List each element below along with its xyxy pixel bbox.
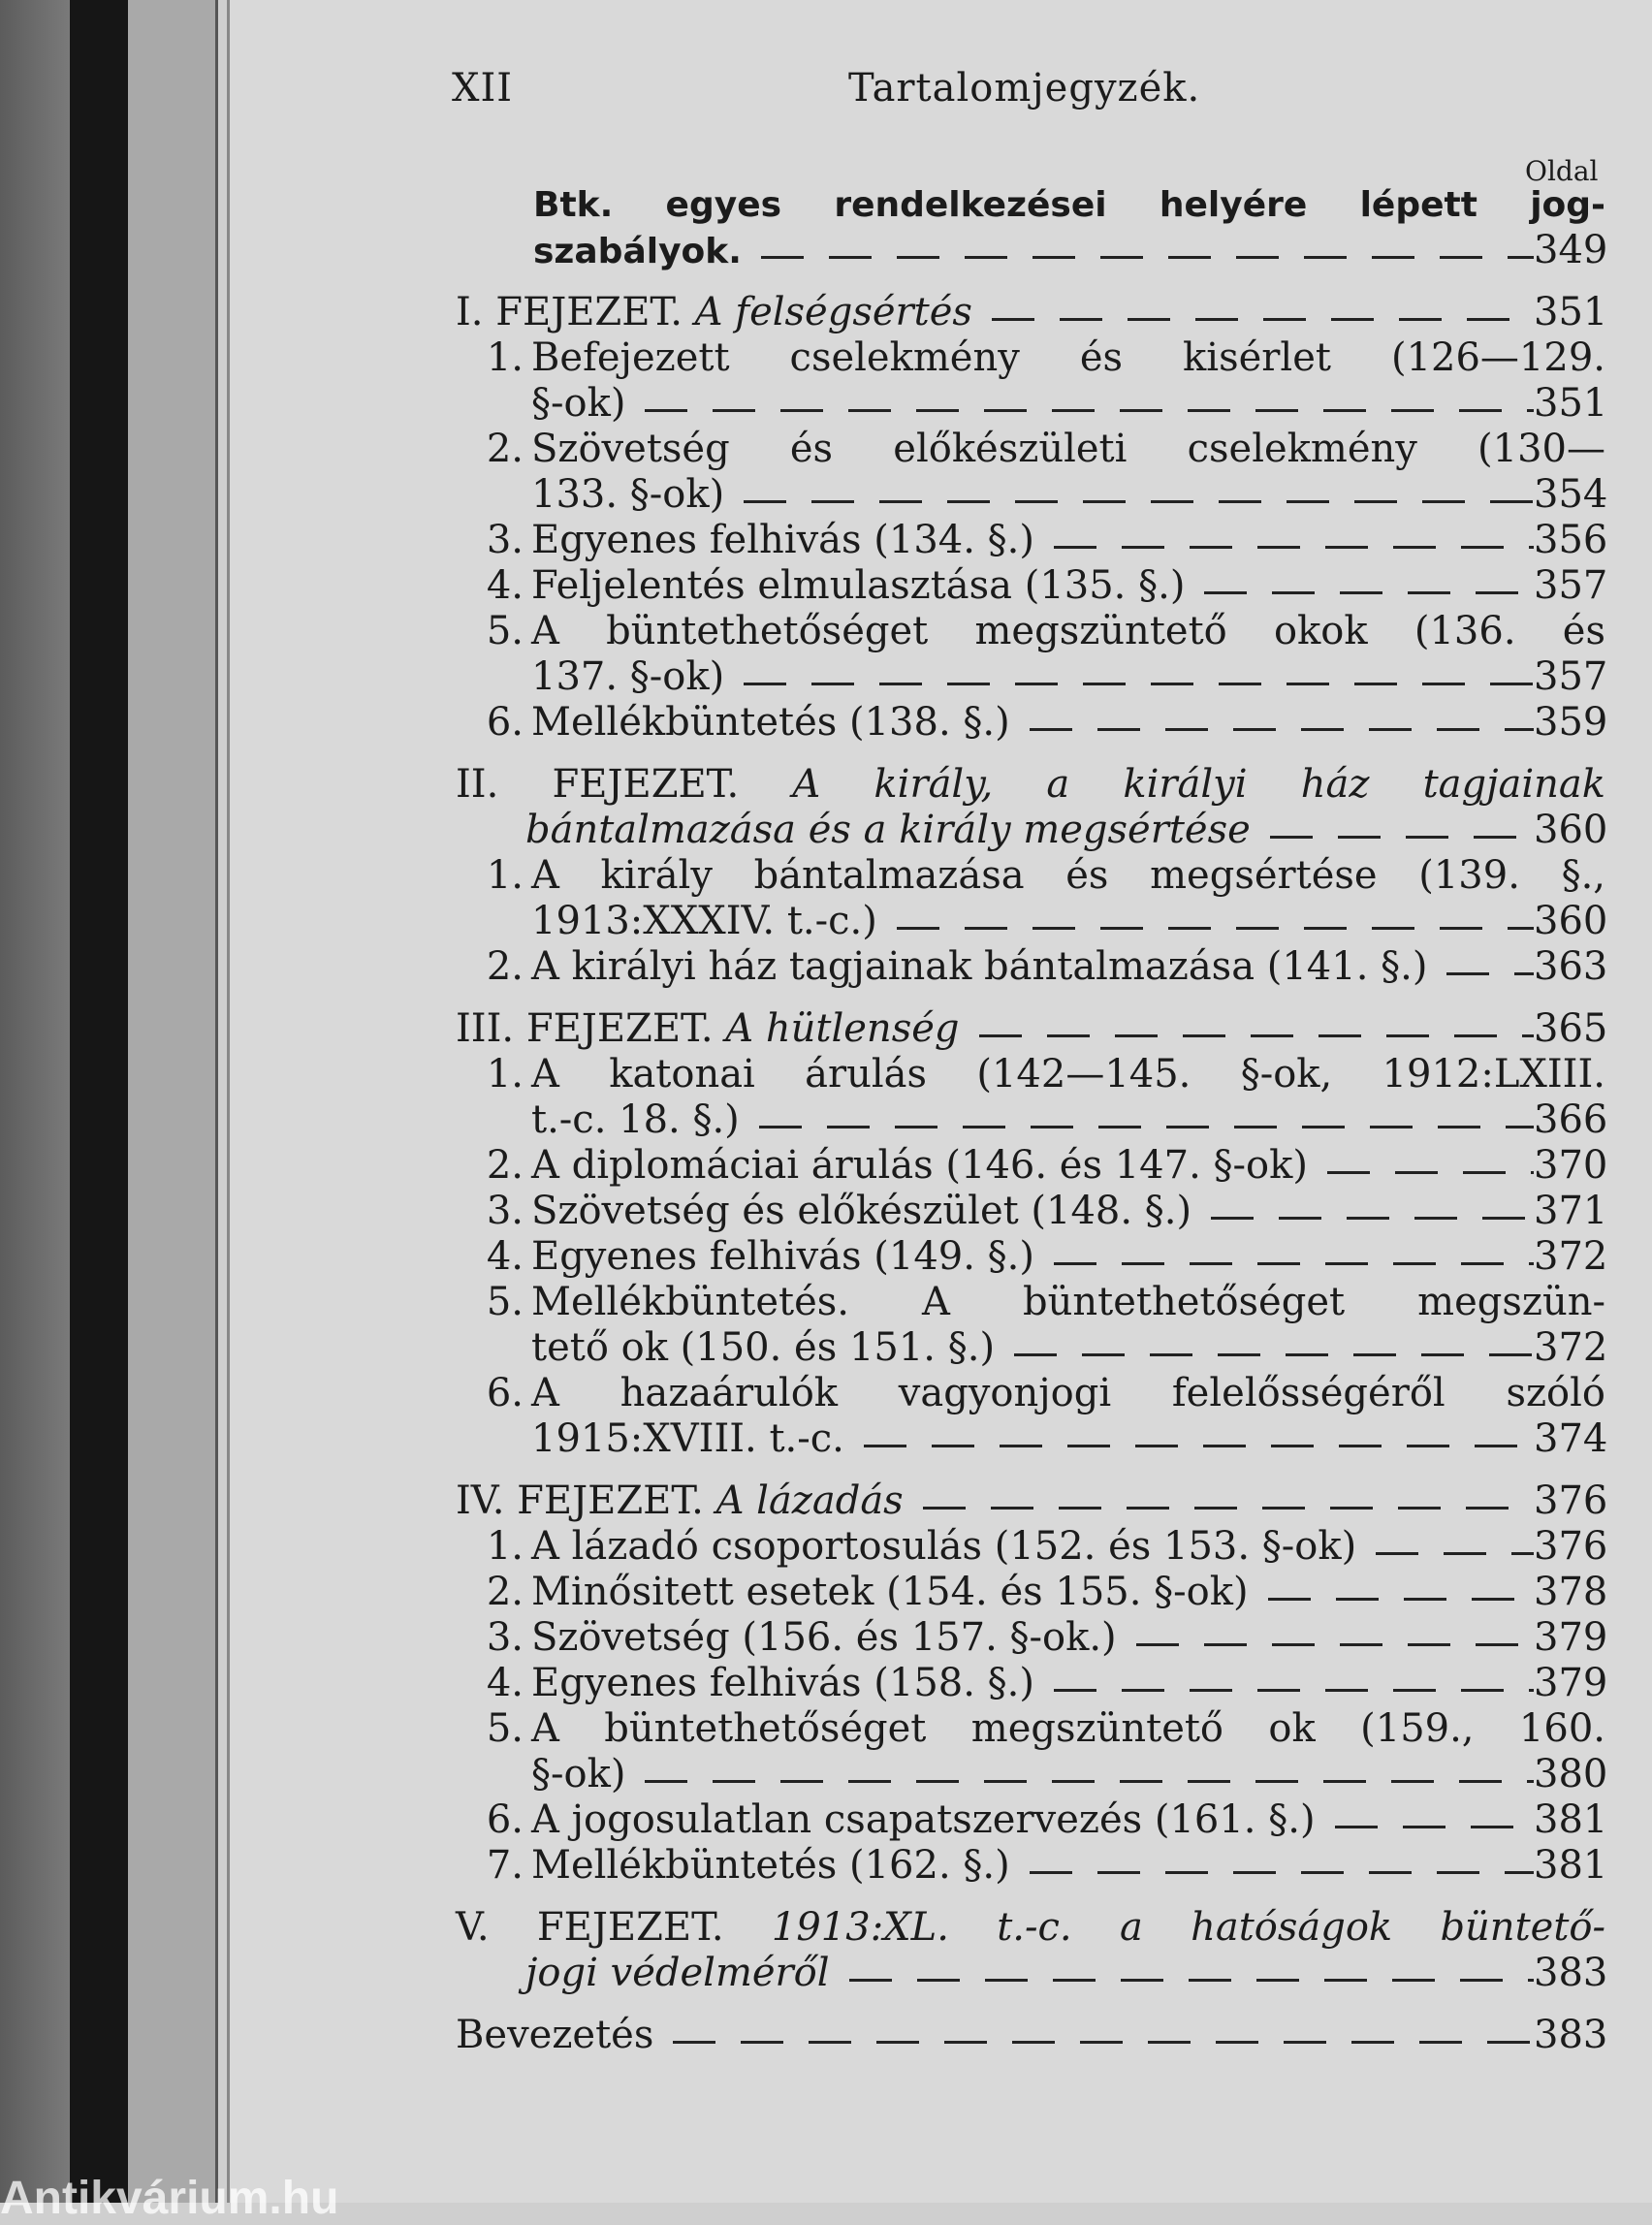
entry-page: 365 [1534, 1006, 1608, 1051]
entry-title: 133. §-ok) [531, 472, 725, 517]
toc-line [456, 1052, 1605, 1097]
entry-title: Minősitett esetek (154. és 155. §-ok) [531, 1570, 1249, 1614]
chapter-title: A király, a királyi ház tagjainak [792, 762, 1606, 807]
dot-leader [1376, 1552, 1534, 1555]
toc-line [456, 1478, 1608, 1524]
toc-entry [456, 1143, 1608, 1189]
entry-text [531, 1706, 1605, 1752]
toc-line [456, 1951, 1608, 1996]
toc-line [456, 609, 1605, 654]
entry-number: 6. [486, 1797, 524, 1842]
chapter-label: FEJEZET. [525, 1006, 714, 1051]
entry-text [531, 1752, 645, 1797]
entry-page: 376 [1534, 1524, 1608, 1569]
entry-page: 372 [1534, 1234, 1608, 1279]
toc-entry [456, 518, 1608, 563]
dot-leader [897, 927, 1534, 930]
entry-text [531, 1052, 1605, 1097]
chapter-label: FEJEZET. [552, 762, 740, 807]
toc-line [456, 427, 1605, 472]
toc-entry [456, 1905, 1608, 1996]
entry-title: A lázadó csoportosulás (152. és 153. §-ok) [531, 1524, 1357, 1569]
entry-title: Mellékbüntetés (138. §.) [531, 700, 1010, 745]
chapter-number: I. [456, 290, 484, 334]
dot-leader [1030, 1871, 1534, 1874]
dot-leader [673, 2041, 1534, 2044]
dot-leader [1014, 1353, 1534, 1356]
entry-text [531, 1097, 759, 1143]
chapter-title: A hütlenség [725, 1006, 960, 1051]
entry-text [531, 1143, 1327, 1189]
toc-line [456, 1570, 1608, 1615]
entry-text [531, 1524, 1376, 1570]
entry-title: A jogosulatlan csapatszervezés (161. §.) [531, 1797, 1316, 1842]
toc-line [456, 1905, 1605, 1951]
entry-text [456, 2013, 673, 2058]
toc-entry [456, 2013, 1608, 2058]
entry-text [531, 1615, 1136, 1661]
dot-leader [1268, 1598, 1534, 1601]
entry-text [531, 700, 1030, 746]
chapter-title: bántalmazása és a király megsértése [525, 808, 1251, 852]
entry-page: 372 [1534, 1325, 1608, 1370]
entry-page: 381 [1534, 1797, 1608, 1842]
entry-page: 383 [1534, 2013, 1608, 2057]
dot-leader [979, 1034, 1535, 1037]
chapter-number: II. [456, 762, 499, 807]
toc-line [456, 1234, 1608, 1280]
entry-title: Egyenes felhivás (134. §.) [531, 518, 1034, 562]
toc-entry [456, 1234, 1608, 1280]
toc-entry [456, 1189, 1608, 1234]
entry-text [456, 808, 1270, 853]
entry-number: 1. [486, 335, 524, 380]
toc-entry [456, 853, 1608, 944]
toc-line [456, 1371, 1605, 1416]
toc-entry [456, 762, 1608, 853]
chapter-number: IV. [456, 1478, 505, 1523]
entry-text [456, 1905, 1605, 1951]
entry-title: A katonai árulás (142—145. §-ok, 1912:LXIII. [531, 1052, 1605, 1097]
entry-number: 6. [486, 1371, 524, 1415]
entry-text [456, 229, 761, 274]
toc-entry [456, 944, 1608, 990]
toc-entry [456, 700, 1608, 746]
entry-title: A hazaárulók vagyonjogi felelősségéről szóló [531, 1371, 1605, 1415]
toc-line [456, 1843, 1608, 1889]
toc-line [456, 1706, 1605, 1752]
entry-text [456, 1951, 849, 1996]
toc-line [456, 2013, 1608, 2058]
toc-entry [456, 1797, 1608, 1843]
toc-line [456, 1143, 1608, 1189]
entry-number: 5. [486, 1706, 524, 1751]
entry-text [531, 518, 1054, 563]
entry-page: 351 [1534, 381, 1608, 426]
toc-entry [456, 427, 1608, 518]
toc-entry [456, 1570, 1608, 1615]
toc-line [456, 654, 1608, 700]
entry-title: Egyenes felhivás (149. §.) [531, 1234, 1034, 1279]
entry-page: 381 [1534, 1843, 1608, 1888]
entry-text [456, 290, 992, 335]
entry-title: Szövetség és előkészület (148. §.) [531, 1189, 1192, 1233]
toc-line [456, 1416, 1608, 1462]
entry-title: A királyi ház tagjainak bántalmazása (141. §.) [531, 944, 1428, 989]
entry-number: 1. [486, 1052, 524, 1097]
entry-number: 2. [486, 1143, 524, 1188]
entry-number: 6. [486, 700, 524, 745]
entry-title: t.-c. 18. §.) [531, 1097, 740, 1142]
toc-entry [456, 1706, 1608, 1797]
entry-title: Befejezett cselekmény és kisérlet (126—129. [531, 335, 1605, 380]
dot-leader [645, 409, 1534, 412]
entry-page: 383 [1534, 1951, 1608, 1995]
dot-leader [864, 1445, 1534, 1447]
dot-leader [761, 256, 1534, 259]
entry-title: §-ok) [531, 1752, 626, 1796]
toc-line [456, 1189, 1608, 1234]
entry-title: Mellékbüntetés (162. §.) [531, 1843, 1010, 1888]
entry-text [456, 1006, 979, 1052]
entry-text [531, 944, 1446, 990]
entry-title: Szövetség és előkészületi cselekmény (130— [531, 427, 1605, 471]
toc-line [456, 700, 1608, 746]
entry-text [531, 1843, 1030, 1889]
toc-line [456, 335, 1605, 381]
dot-leader [1335, 1826, 1534, 1828]
entry-page: 357 [1534, 563, 1608, 608]
entry-text [456, 1478, 923, 1524]
dot-leader [849, 1979, 1534, 1982]
chapter-title: A lázadás [715, 1478, 904, 1523]
toc-line [456, 381, 1608, 427]
entry-title: A király bántalmazása és megsértése (139. §., [531, 853, 1605, 898]
entry-number: 7. [486, 1843, 524, 1888]
dot-leader [1446, 972, 1534, 975]
entry-page: 363 [1534, 944, 1608, 989]
chapter-label: FEJEZET. [517, 1478, 704, 1523]
dot-leader [923, 1507, 1534, 1510]
entry-text [531, 1371, 1605, 1416]
entry-number: 5. [486, 1280, 524, 1324]
dot-leader [1270, 836, 1534, 839]
toc-entry [456, 1371, 1608, 1462]
entry-title: tető ok (150. és 151. §.) [531, 1325, 996, 1370]
toc-entry [456, 609, 1608, 700]
entry-text [531, 472, 744, 518]
toc-line [456, 853, 1605, 899]
dot-leader [645, 1780, 1534, 1783]
entry-title: Bevezetés [456, 2013, 654, 2057]
dot-leader [744, 500, 1534, 503]
entry-title: Szövetség (156. és 157. §-ok.) [531, 1615, 1117, 1660]
toc-line [456, 1325, 1608, 1371]
page-number: XII [452, 66, 514, 111]
entry-title: §-ok) [531, 381, 626, 426]
toc-entry [456, 1280, 1608, 1371]
entry-text [531, 654, 744, 700]
toc-line [456, 518, 1608, 563]
book-cover-edge [0, 0, 70, 2203]
entry-title: A büntethetőséget megszüntető ok (159., 160. [531, 1706, 1605, 1751]
entry-text [531, 1797, 1335, 1843]
entry-number: 2. [486, 1570, 524, 1614]
toc-line [456, 563, 1608, 609]
toc-line [456, 228, 1608, 273]
toc-entry [456, 1006, 1608, 1052]
entry-page: 349 [1534, 228, 1608, 272]
entry-page: 379 [1534, 1615, 1608, 1660]
entry-page: 380 [1534, 1752, 1608, 1796]
toc-line [456, 182, 1605, 228]
entry-number: 4. [486, 1234, 524, 1279]
toc-line [456, 1524, 1608, 1570]
entry-title: szabályok. [533, 232, 742, 271]
page-edge-line [215, 0, 218, 2203]
entry-text [531, 853, 1605, 899]
page-edge-line [227, 0, 230, 2203]
toc-line [456, 1661, 1608, 1706]
dot-leader [1327, 1171, 1534, 1174]
entry-text [531, 427, 1605, 472]
toc-line [456, 808, 1608, 853]
entry-page: 356 [1534, 518, 1608, 562]
entry-title: Egyenes felhivás (158. §.) [531, 1661, 1034, 1705]
dot-leader [1136, 1643, 1534, 1646]
entry-text [531, 1234, 1054, 1280]
toc-entry [456, 335, 1608, 427]
running-title: Tartalomjegyzék. [848, 66, 1201, 111]
chapter-number: V. [456, 1905, 490, 1950]
page-column-label: Oldal [1525, 155, 1599, 187]
entry-text [456, 762, 1605, 808]
chapter-title: 1913:XL. t.-c. a hatóságok büntető- [771, 1905, 1605, 1950]
entry-page: 357 [1534, 654, 1608, 699]
watermark: Antikvárium.hu [0, 2173, 339, 2224]
toc-entry [456, 182, 1608, 273]
toc-line [456, 899, 1608, 944]
chapter-title: A felségsértés [694, 290, 972, 334]
entry-page: 360 [1534, 808, 1608, 852]
entry-number: 3. [486, 1189, 524, 1233]
dot-leader [744, 683, 1534, 685]
dot-leader [1211, 1217, 1534, 1220]
entry-text [531, 899, 897, 944]
toc-line [456, 762, 1605, 808]
entry-number: 4. [486, 1661, 524, 1705]
toc-line [456, 1615, 1608, 1661]
entry-text [531, 1189, 1211, 1234]
entry-title: 1913:XXXIV. t.-c.) [531, 899, 877, 943]
toc-line [456, 1280, 1605, 1325]
entry-title: 137. §-ok) [531, 654, 725, 699]
entry-page: 366 [1534, 1097, 1608, 1142]
entry-page: 370 [1534, 1143, 1608, 1188]
toc-entry [456, 563, 1608, 609]
toc-line [456, 472, 1608, 518]
entry-title: Btk. egyes rendelkezései helyére lépett jog- [533, 185, 1605, 225]
entry-text [531, 1661, 1054, 1706]
toc-entry [456, 1615, 1608, 1661]
dot-leader [1030, 728, 1534, 731]
toc-line [456, 944, 1608, 990]
toc-line [456, 1752, 1608, 1797]
entry-title: Mellékbüntetés. A büntethetőséget megszün- [531, 1280, 1605, 1324]
entry-number: 5. [486, 609, 524, 653]
entry-page: 354 [1534, 472, 1608, 517]
entry-number: 2. [486, 427, 524, 471]
table-of-contents [456, 182, 1608, 2058]
entry-title: Feljelentés elmulasztása (135. §.) [531, 563, 1186, 608]
toc-line [456, 1097, 1608, 1143]
entry-page: 359 [1534, 700, 1608, 745]
dot-leader [759, 1126, 1534, 1128]
entry-text [531, 1280, 1605, 1325]
toc-line [456, 1006, 1608, 1052]
page-stack-edge [128, 0, 215, 2203]
entry-page: 360 [1534, 899, 1608, 943]
entry-text [531, 1416, 864, 1462]
entry-number: 1. [486, 853, 524, 898]
dot-leader [1054, 1689, 1534, 1692]
toc-entry [456, 1478, 1608, 1524]
entry-page: 371 [1534, 1189, 1608, 1233]
entry-title: 1915:XVIII. t.-c. [531, 1416, 844, 1461]
entry-text [531, 609, 1605, 654]
entry-title: A diplomáciai árulás (146. és 147. §-ok) [531, 1143, 1308, 1188]
entry-page: 379 [1534, 1661, 1608, 1705]
toc-line [456, 1797, 1608, 1843]
toc-line [456, 290, 1608, 335]
entry-page: 374 [1534, 1416, 1608, 1461]
dot-leader [1054, 546, 1534, 549]
entry-number: 2. [486, 944, 524, 989]
entry-text [531, 335, 1605, 381]
entry-number: 4. [486, 563, 524, 608]
entry-page: 351 [1534, 290, 1608, 334]
dot-leader [1204, 591, 1534, 594]
chapter-number: III. [456, 1006, 515, 1051]
entry-page: 376 [1534, 1478, 1608, 1523]
dot-leader [992, 318, 1534, 321]
entry-page: 378 [1534, 1570, 1608, 1614]
toc-entry [456, 1052, 1608, 1143]
entry-number: 1. [486, 1524, 524, 1569]
entry-text [531, 1325, 1014, 1371]
book-spine-band [70, 0, 128, 2203]
chapter-title: jogi védelméről [525, 1951, 830, 1995]
entry-title: A büntethetőséget megszüntető okok (136. és [531, 609, 1605, 653]
entry-text [531, 563, 1204, 609]
chapter-label: FEJEZET. [536, 1905, 724, 1950]
toc-entry [456, 1524, 1608, 1570]
entry-number: 3. [486, 1615, 524, 1660]
chapter-label: FEJEZET. [495, 290, 683, 334]
entry-text [531, 381, 645, 427]
toc-entry [456, 290, 1608, 335]
toc-entry [456, 1843, 1608, 1889]
entry-text [456, 182, 1605, 228]
entry-text [531, 1570, 1268, 1615]
dot-leader [1054, 1262, 1534, 1265]
entry-number: 3. [486, 518, 524, 562]
toc-entry [456, 1661, 1608, 1706]
